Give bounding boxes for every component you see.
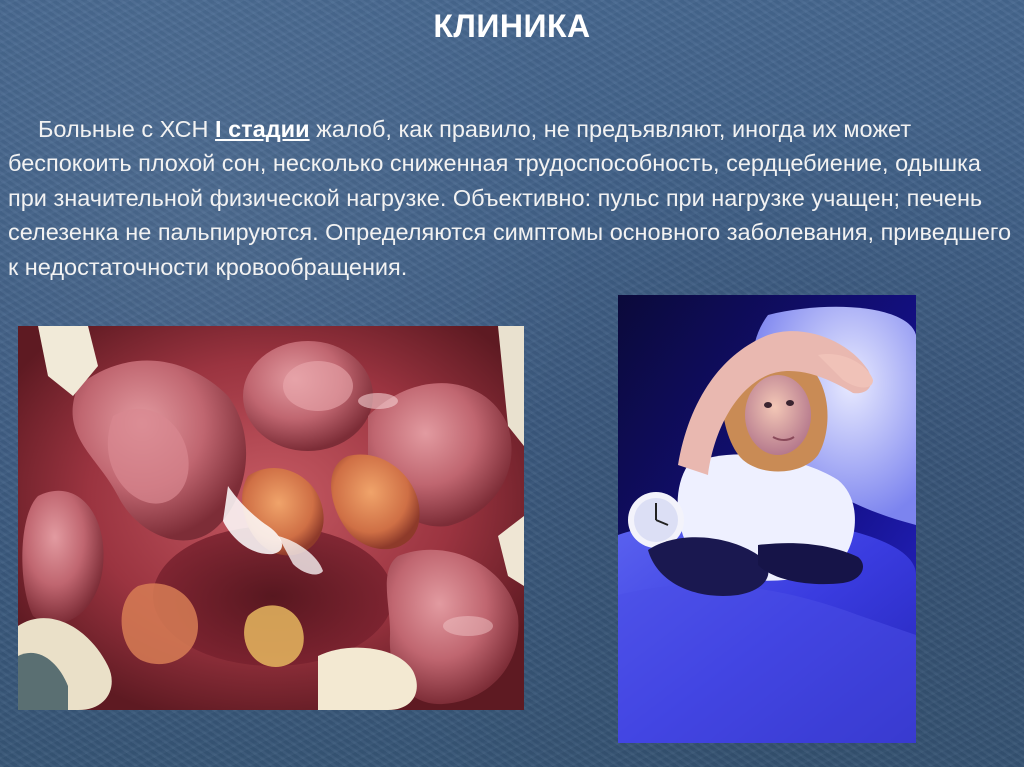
sleepless-woman-photo	[618, 295, 916, 743]
slide-body-text	[8, 112, 1012, 285]
stage-highlight: I стадии	[215, 115, 310, 142]
surgery-photo	[18, 326, 524, 710]
body-text-start: Больные с ХСН	[38, 115, 216, 142]
body-text-rest: жалоб, как правило, не предъявляют, иногда их может беспокоить плохой сон, несколько сниженная трудоспособность, сердцебиение, одышка при значительной физической нагрузке. Объективно: пульс при нагрузке учащен; печень селезенка не пальпируются. Определяются симптомы основного заболевания, приведшего к недостаточности кровообращения.	[8, 115, 1012, 280]
slide-title: КЛИНИКА	[433, 8, 591, 44]
